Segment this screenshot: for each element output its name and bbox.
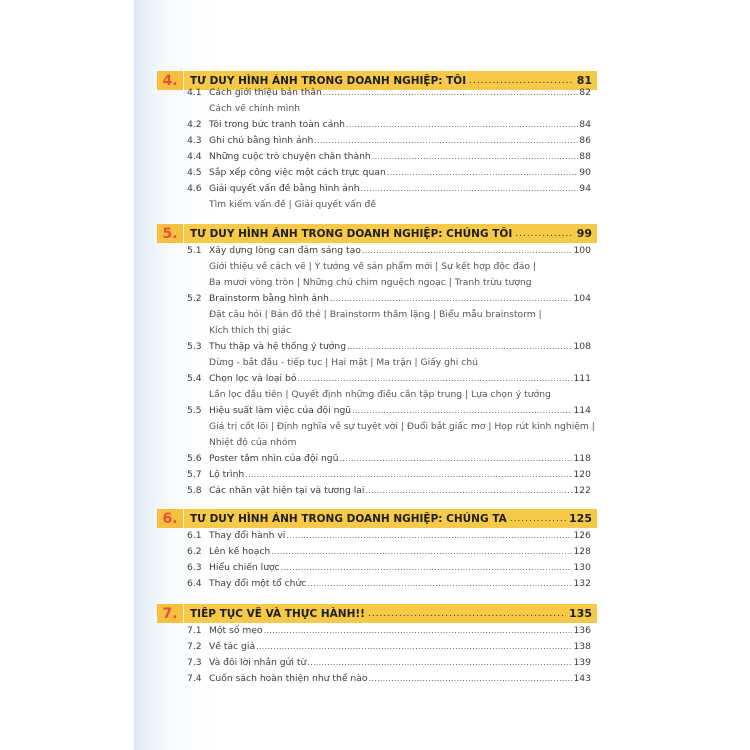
section-title: Thu thập và hệ thống ý tưởng (209, 340, 347, 352)
section-title: Thay đổi hành vi (209, 529, 286, 541)
toc-entry (187, 575, 591, 591)
section-page: 143 (573, 672, 591, 684)
section-code: 4.2 (187, 118, 202, 130)
section-title: Một số mẹo (209, 624, 263, 636)
toc-subtopics: Cách vẽ chính mình (209, 102, 300, 114)
toc-entry (187, 116, 591, 132)
section-title: Về tác giả (209, 640, 256, 652)
section-code: 5.4 (187, 372, 202, 384)
section-code: 6.4 (187, 577, 202, 589)
toc-entry (187, 450, 591, 466)
toc-subtopics: Kích thích thị giác (209, 324, 292, 336)
chapter-page: 125 (569, 512, 592, 525)
leader-dots (339, 454, 572, 463)
section-code: 5.7 (187, 468, 202, 480)
section-title: Lộ trình (209, 468, 245, 480)
section-page: 128 (573, 545, 591, 557)
section-title: Tôi trong bức tranh toàn cảnh (209, 118, 346, 130)
section-code: 4.4 (187, 150, 202, 162)
leader-dots (352, 406, 572, 415)
section-page: 82 (579, 86, 591, 98)
section-code: 7.1 (187, 624, 202, 636)
section-code: 6.2 (187, 545, 202, 557)
leader-dots (330, 294, 573, 303)
section-title: Xây dựng lòng can đảm sáng tạo (209, 244, 361, 256)
section-title: Các nhân vật hiện tại và tương lai (209, 484, 365, 496)
section-page: 90 (579, 166, 591, 178)
leader-dots (264, 626, 573, 635)
section-title: Chọn lọc và loại bỏ (209, 372, 297, 384)
leader-dots (365, 486, 572, 495)
section-page: 126 (573, 529, 591, 541)
leader-dots (323, 88, 579, 97)
section-code: 4.5 (187, 166, 202, 178)
toc-entry (187, 84, 591, 100)
chapter-6-header (157, 509, 597, 528)
chapter-title: TƯ DUY HÌNH ẢNH TRONG DOANH NGHIỆP: CHÚNG TA (190, 512, 507, 525)
leader-dots (245, 470, 572, 479)
section-title: Cuốn sách hoàn thiện như thế nào (209, 672, 368, 684)
section-code: 5.3 (187, 340, 202, 352)
section-page: 139 (573, 656, 591, 668)
toc-entry (187, 148, 591, 164)
toc-entry (187, 338, 591, 354)
leader-dots (281, 563, 573, 572)
chapter-number: 5. (157, 224, 184, 243)
section-page: 94 (579, 182, 591, 194)
leader-dots (372, 152, 579, 161)
section-code: 5.1 (187, 244, 202, 256)
leader-dots (362, 246, 573, 255)
leader-dots (307, 579, 572, 588)
section-page: 120 (573, 468, 591, 480)
chapter-title: TƯ DUY HÌNH ẢNH TRONG DOANH NGHIỆP: CHÚNG TÔI (190, 227, 513, 240)
chapter-7-header (157, 604, 597, 623)
section-code: 5.5 (187, 404, 202, 416)
leader-dots (256, 642, 572, 651)
chapter-number: 4. (157, 71, 184, 90)
section-code: 6.3 (187, 561, 202, 573)
section-code: 7.4 (187, 672, 202, 684)
section-page: 108 (573, 340, 591, 352)
section-page: 86 (579, 134, 591, 146)
toc-entry (187, 402, 591, 418)
section-page: 84 (579, 118, 591, 130)
section-code: 7.3 (187, 656, 202, 668)
leader-dots (515, 229, 573, 239)
section-page: 122 (573, 484, 591, 496)
chapter-page: 99 (576, 227, 592, 240)
section-page: 136 (573, 624, 591, 636)
leader-dots (510, 514, 566, 524)
section-page: 111 (573, 372, 591, 384)
section-page: 114 (573, 404, 591, 416)
leader-dots (286, 531, 572, 540)
toc-subtopics: Tìm kiếm vấn đề | Giải quyết vấn đề (209, 198, 376, 210)
toc-subtopics: Ba mươi vòng tròn | Những chú chim nguệch ngoạc | Tranh trừu tượng (209, 276, 532, 288)
toc-entry (187, 290, 591, 306)
section-code: 7.2 (187, 640, 202, 652)
section-page: 100 (573, 244, 591, 256)
section-code: 4.1 (187, 86, 202, 98)
section-title: Ghi chú bằng hình ảnh (209, 134, 314, 146)
section-code: 4.3 (187, 134, 202, 146)
toc-subtopics: Lần lọc đầu tiên | Quyết định những điều cần tập trung | Lựa chọn ý tưởng (209, 388, 551, 400)
chapter-page: 81 (576, 74, 592, 87)
toc-entry (187, 622, 591, 638)
section-title: Brainstorm bằng hình ảnh (209, 292, 329, 304)
section-code: 5.2 (187, 292, 202, 304)
leader-dots (314, 136, 578, 145)
section-page: 104 (573, 292, 591, 304)
toc-subtopics: Giá trị cốt lõi | Định nghĩa về sự tuyệt vời | Đuổi bắt giấc mơ | Họp rút kinh nghiệm | (209, 420, 595, 432)
section-title: Poster tầm nhìn của đội ngũ (209, 452, 339, 464)
chapter-title: TƯ DUY HÌNH ẢNH TRONG DOANH NGHIỆP: TÔI (190, 74, 467, 87)
toc-subtopics: Nhiệt độ của nhóm (209, 436, 297, 448)
toc-entry (187, 180, 591, 196)
leader-dots (387, 168, 579, 177)
section-title: Và đôi lời nhắn gửi từ (209, 656, 307, 668)
toc-entry (187, 559, 591, 575)
section-title: Hiệu suất làm việc của đội ngũ (209, 404, 352, 416)
chapter-number: 7. (157, 604, 184, 623)
toc-entry (187, 638, 591, 654)
leader-dots (368, 674, 572, 683)
toc-entry (187, 670, 591, 686)
toc-entry (187, 654, 591, 670)
section-page: 138 (573, 640, 591, 652)
chapter-title: TIẾP TỤC VẼ VÀ THỰC HÀNH!! (190, 607, 365, 620)
toc-subtopics: Dừng - bắt đầu - tiếp tục | Hai mặt | Ma trận | Giấy ghi chú (209, 356, 478, 368)
section-title: Sắp xếp công việc một cách trực quan (209, 166, 386, 178)
section-title: Những cuộc trò chuyện chân thành (209, 150, 371, 162)
toc-entry (187, 370, 591, 386)
toc-entry (187, 242, 591, 258)
toc-entry (187, 164, 591, 180)
section-page: 130 (573, 561, 591, 573)
section-code: 5.8 (187, 484, 202, 496)
toc-entry (187, 527, 591, 543)
toc-entry (187, 543, 591, 559)
leader-dots (346, 120, 578, 129)
leader-dots (361, 184, 579, 193)
section-title: Cách giới thiệu bản thân (209, 86, 322, 98)
chapter-page: 135 (569, 607, 592, 620)
section-title: Hiểu chiến lược (209, 561, 280, 573)
section-page: 132 (573, 577, 591, 589)
leader-dots (297, 374, 572, 383)
toc-entry (187, 482, 591, 498)
section-page: 88 (579, 150, 591, 162)
section-code: 5.6 (187, 452, 202, 464)
leader-dots (347, 342, 572, 351)
toc-entry (187, 132, 591, 148)
section-page: 118 (573, 452, 591, 464)
toc-subtopics: Đặt câu hỏi | Bản đồ thẻ | Brainstorm thầm lặng | Biểu mẫu brainstorm | (209, 308, 542, 320)
toc-entry (187, 466, 591, 482)
section-title: Giải quyết vấn đề bằng hình ảnh (209, 182, 360, 194)
section-code: 4.6 (187, 182, 202, 194)
section-title: Lên kế hoạch (209, 545, 271, 557)
leader-dots (368, 609, 566, 619)
toc-subtopics: Giới thiệu về cách vẽ | Ý tưởng về sản phẩm mới | Sự kết hợp độc đáo | (209, 260, 536, 272)
leader-dots (271, 547, 572, 556)
section-title: Thay đổi một tổ chức (209, 577, 307, 589)
chapter-5-header (157, 224, 597, 243)
leader-dots (307, 658, 572, 667)
chapter-number: 6. (157, 509, 184, 528)
section-code: 6.1 (187, 529, 202, 541)
